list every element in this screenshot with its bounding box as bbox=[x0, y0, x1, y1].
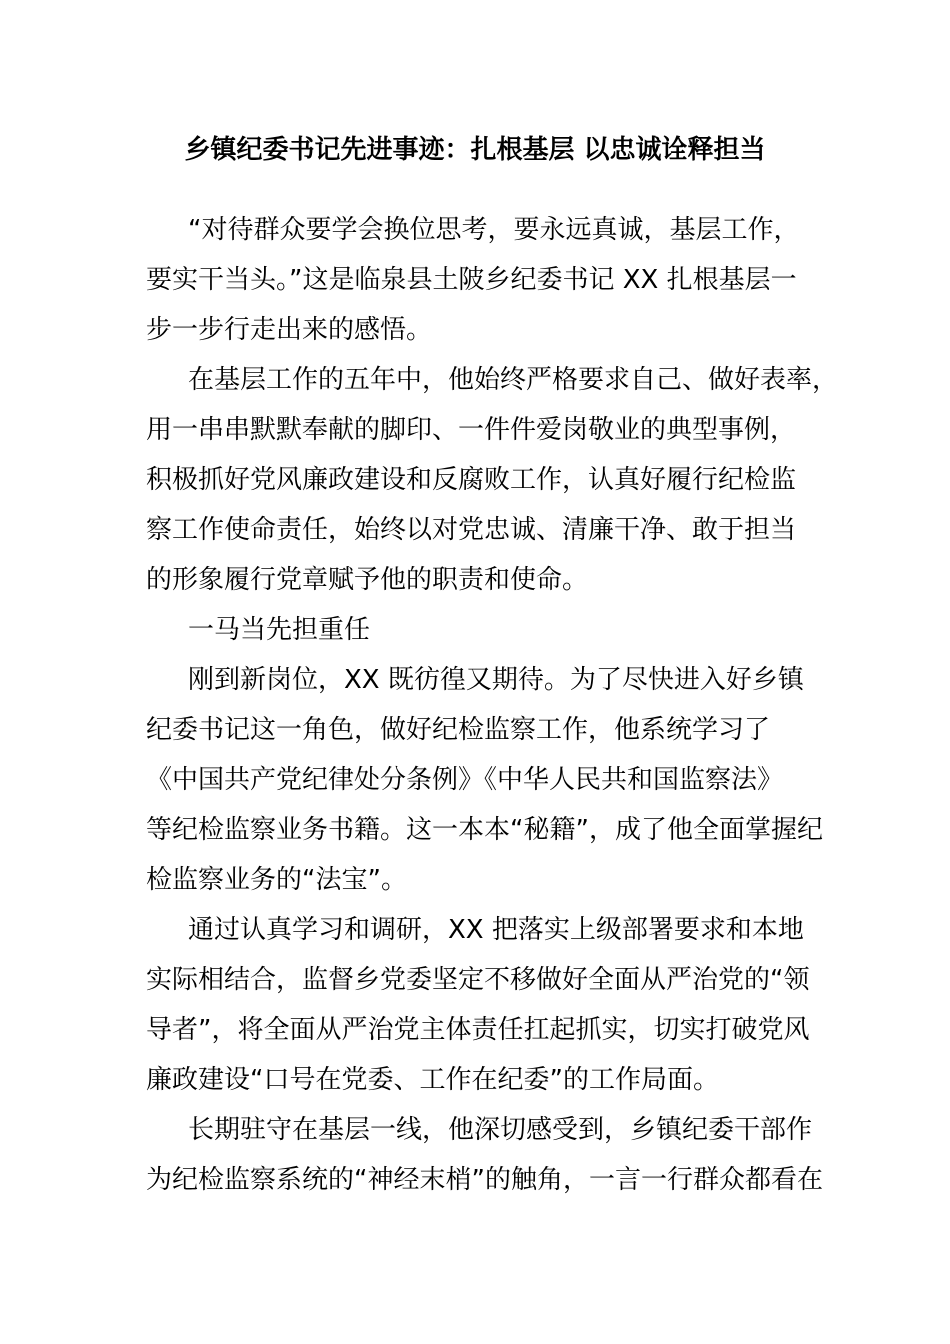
paragraph-line: 纪委书记这一角色，做好纪检监察工作，他系统学习了 bbox=[146, 715, 771, 745]
paragraph-line: 用一串串默默奉献的脚印、一件件爱岗敬业的典型事例， bbox=[146, 415, 797, 445]
paragraph-line: “对待群众要学会换位思考，要永远真诚，基层工作， bbox=[188, 215, 800, 245]
paragraph-line: 为纪检监察系统的“神经末梢”的触角，一言一行群众都看在 bbox=[146, 1165, 823, 1195]
paragraph-line: 等纪检监察业务书籍。这一本本“秘籍”，成了他全面掌握纪 bbox=[146, 815, 823, 845]
paragraph-line: 检监察业务的“法宝”。 bbox=[146, 865, 407, 895]
paragraph-line: 察工作使命责任，始终以对党忠诚、清廉干净、敢于担当 bbox=[146, 515, 797, 545]
paragraph-line: 廉政建设“口号在党委、工作在纪委”的工作局面。 bbox=[146, 1065, 719, 1095]
paragraph-line: 的形象履行党章赋予他的职责和使命。 bbox=[146, 565, 589, 595]
paragraph-line: 要实干当头。”这是临泉县土陂乡纪委书记 XX 扎根基层一 bbox=[146, 265, 797, 295]
paragraph-line: 导者”，将全面从严治党主体责任扛起抓实，切实打破党风 bbox=[146, 1015, 810, 1045]
paragraph-line: 在基层工作的五年中，他始终严格要求自己、做好表率， bbox=[188, 365, 839, 395]
document-body bbox=[146, 205, 839, 1205]
paragraph-line: 长期驻守在基层一线，他深切感受到，乡镇纪委干部作 bbox=[188, 1115, 813, 1145]
paragraph-line: 刚到新岗位，XX 既彷徨又期待。为了尽快进入好乡镇 bbox=[188, 665, 804, 695]
paragraph-line: 通过认真学习和调研，XX 把落实上级部署要求和本地 bbox=[188, 915, 804, 945]
paragraph-line: 积极抓好党风廉政建设和反腐败工作，认真好履行纪检监 bbox=[146, 465, 797, 495]
section-heading: 一马当先担重任 bbox=[188, 615, 371, 645]
paragraph-line: 实际相结合，监督乡党委坚定不移做好全面从严治党的“领 bbox=[146, 965, 810, 995]
paragraph-line: 《中国共产党纪律处分条例》《中华人民共和国监察法》 bbox=[146, 765, 784, 795]
document-title: 乡镇纪委书记先进事迹：扎根基层 以忠诚诠释担当 bbox=[184, 135, 766, 165]
paragraph-line: 步一步行走出来的感悟。 bbox=[146, 315, 433, 345]
